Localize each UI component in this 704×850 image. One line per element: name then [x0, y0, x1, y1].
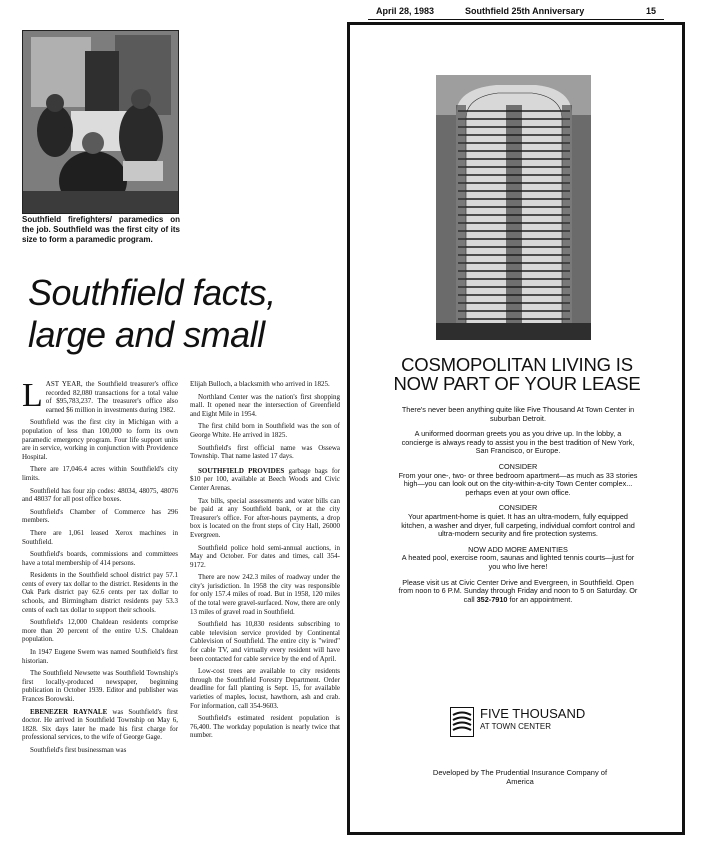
article-paragraph: Southfield's boards, commissions and committees have a total membership of 414 persons. — [22, 550, 178, 567]
drop-cap: L — [22, 377, 43, 414]
article-paragraph: Southfield has four zip codes: 48034, 48075, 48076 and 48037 for all post office boxes. — [22, 486, 178, 504]
ad-paragraph — [398, 546, 638, 572]
article-paragraph — [190, 467, 340, 493]
subhead-caps: EBENEZER RAYNALE — [30, 707, 108, 716]
ad-subhead: NOW ADD MORE AMENITIES — [468, 544, 568, 554]
article-paragraph: The first child born in Southfield was the son of George White. He arrived in 1825. — [190, 422, 340, 439]
ad-subhead: CONSIDER — [498, 503, 538, 513]
article-paragraph: The Southfield Newsette was Southfield Township's first locally-produced newspaper, beginning publication in October 1939. Editor and publisher was Frances Borowski. — [22, 669, 178, 703]
header-rule — [368, 19, 664, 20]
lead-text: AST YEAR, the Southfield treasurer's office recorded 82,080 transactions for a total value of $95,783,237. The treasurer's office also earned $6 million in investments during 1982. — [45, 380, 178, 414]
subhead-caps: SOUTHFIELD PROVIDES — [198, 466, 285, 475]
article-paragraph: Southfield was the first city in Michigan with a population of less than 100,000 to form its own paramedic emergency program. Four life support units are in service, working in conjunction with Providence Hospital. — [22, 418, 178, 461]
article-paragraph: Southfield's Chamber of Commerce has 296 members. — [22, 507, 178, 525]
article-column-1 — [22, 377, 178, 759]
paragraph-text: was Southfield's first doctor. He arrived in Southfield Township on May 6, 1828. Six days later he made his first charge for professional services, to the wife of George Gage. — [22, 707, 178, 742]
article-paragraph: Residents in the Southfield school district pay 57.1 cents of every tax dollar to the district. Residents in the Oak Park district pay 62.6 cents per tax dollar to schools, and Birmingham district residents pay 53.3 cents of each tax dollar to support their schools. — [22, 571, 178, 614]
ad-headline-line-1: COSMOPOLITAN LIVING IS — [401, 354, 633, 375]
ad-paragraph-text: Please visit us at Civic Center Drive and Evergreen, in Southfield. Open from noon to 6 P.M. Sunday through Friday and noon to 5 on Saturday. Or call — [398, 577, 638, 604]
page-number: 15 — [646, 6, 657, 16]
article-paragraph: In 1947 Eugene Swem was named Southfield's first historian. — [22, 648, 178, 665]
article-paragraph: Elijah Bulloch, a blacksmith who arrived in 1825. — [190, 380, 330, 388]
five-thousand-logo-icon — [450, 707, 474, 737]
article-paragraph: Southfield has 10,830 residents subscribing to cable television service provided by Continental Cablevision of Southfield. The entire city is "wired" for cable TV, and virtually every resident will have been contacted for cable service by the end of April. — [190, 620, 340, 663]
logo-tagline: AT TOWN CENTER — [480, 722, 551, 731]
ad-phone-number: 352-7910 — [476, 594, 508, 604]
article-paragraph: Southfield police hold semi-annual auctions, in May and October. For dates and times, call 354-9172. — [190, 543, 340, 569]
headline-line-2: large and small — [28, 314, 265, 355]
apartment-tower-photo — [436, 75, 591, 340]
ad-paragraph-text: A heated pool, exercise room, saunas and lighted tennis courts—just for you who live here! — [401, 553, 635, 571]
ad-paragraph: There's never been anything quite like Five Thousand At Town Center in suburban Detroit. — [401, 405, 635, 423]
ad-developer-credit: Developed by The Prudential Insurance Company of America — [432, 768, 608, 786]
ad-paragraph-text: Your apartment-home is quiet. It has an ultra-modern, fully equipped kitchen, a washer and dryer, full carpeting, individual comfort control and ultra-modern security and fire protection systems. — [401, 511, 635, 539]
photo-caption: Southfield firefighters/ paramedics on the job. Southfield was the first city of its size to form a paramedic program. — [22, 215, 180, 244]
firefighters-photo — [22, 30, 179, 214]
ad-paragraph: A uniformed doorman greets you as you drive up. In the lobby, a concierge is always ready to assist you in the best tradition of New York, San Francisco, or Europe. — [401, 429, 635, 456]
article-paragraph: Southfield's first official name was Ossewa Township. That name lasted 17 days. — [190, 443, 340, 461]
paragraph-text: garbage bags for $10 per 100, available at Beech Woods and Civic Center Arenas. — [190, 466, 340, 492]
article-paragraph: There are 17,046.4 acres within Southfield's city limits. — [22, 465, 178, 482]
ad-paragraph-text: From your one-, two- or three bedroom apartment—as much as 33 stories high—you can look out on the city-within-a-city Town Center complex... perhaps even at your own office. — [398, 470, 638, 497]
headline-line-1: Southfield facts, — [28, 272, 276, 313]
ad-subhead: CONSIDER — [498, 461, 538, 471]
ad-headline-line-2: NOW PART OF YOUR LEASE — [393, 373, 641, 394]
ad-paragraph-text: for an appointment. — [507, 594, 573, 604]
article-paragraph: Tax bills, special assessments and water bills can be paid at any Southfield bank, or at the city Treasurer's office. For after-hours payments, a drop box is located on the front steps of City Hall, 26000 Evergreen. — [190, 496, 340, 539]
ad-body-copy — [398, 406, 638, 611]
logo-name: FIVE THOUSAND — [480, 706, 586, 721]
article-paragraph: There are 1,061 leased Xerox machines in Southfield. — [22, 528, 178, 546]
article-paragraph: Southfield's first businessman was — [30, 745, 127, 754]
article-paragraph: There are now 242.3 miles of roadway under the city's jurisdiction. In 1958 the city was responsible for only 157.4 miles of road. But in 1958, 120 miles of the total were gravel-surfaced. Now, there are only 13 miles of gravel road in Southfield. — [190, 573, 340, 616]
ad-paragraph — [398, 463, 638, 497]
article-paragraph: Northland Center was the nation's first shopping mall. It opened near the intersection of Greenfield and Eight Mile in 1954. — [190, 392, 340, 418]
header-title: Southfield 25th Anniversary — [465, 6, 585, 16]
article-headline — [28, 272, 338, 356]
ad-headline — [366, 355, 668, 393]
article-paragraph — [22, 708, 178, 742]
header-date: April 28, 1983 — [376, 6, 435, 16]
ad-paragraph — [398, 579, 638, 605]
article-paragraph: Low-cost trees are available to city residents through the Southfield Forestry Department. Order deadline for fall planting is Sept. 15, for available varieties of maples, locust, hawthorn, ash and crab. For information, call 354-9603. — [190, 667, 340, 710]
ad-paragraph — [398, 504, 638, 538]
article-paragraph: Southfield's estimated resident population is 76,400. The workday population is nearly twice that number. — [190, 714, 340, 740]
article-paragraph: Southfield's 12,000 Chaldean residents comprise more than 20 percent of the entire U.S. Chaldean population. — [22, 618, 178, 644]
article-column-2 — [190, 380, 340, 744]
lead-paragraph — [22, 377, 178, 414]
